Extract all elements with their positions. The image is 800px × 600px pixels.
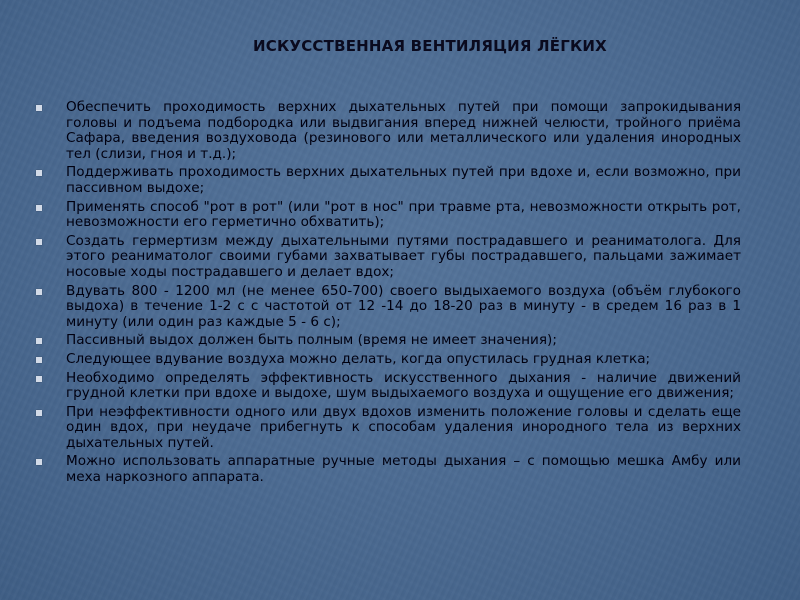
bullet-text: При неэффективности одного или двух вдохов изменить положение головы и сделать еще один вдох, при неудаче прибегнуть к способам удаления инородного тела из верхних дыхательных путей. [66, 403, 741, 451]
bullet-item [36, 100, 741, 162]
slide-title: ИСКУССТВЕННАЯ ВЕНТИЛЯЦИЯ ЛЁГКИХ [253, 37, 607, 55]
square-bullet-icon [36, 289, 42, 295]
square-bullet-icon [36, 357, 42, 363]
bullet-item [36, 284, 741, 331]
bullet-text: Следующее вдувание воздуха можно делать, когда опустилась грудная клетка; [66, 350, 651, 367]
bullet-item [36, 352, 741, 368]
bullet-text: Пассивный выдох должен быть полным (время не имеет значения); [66, 332, 557, 349]
square-bullet-icon [36, 338, 42, 344]
bullet-text: Можно использовать аппаратные ручные методы дыхания – с помощью мешка Амбу или меха наркозного аппарата. [66, 453, 741, 486]
square-bullet-icon [36, 239, 42, 245]
square-bullet-icon [36, 205, 42, 211]
square-bullet-icon [36, 105, 42, 111]
square-bullet-icon [36, 459, 42, 465]
bullet-item [36, 200, 741, 231]
square-bullet-icon [36, 170, 42, 176]
bullet-text: Поддерживать проходимость верхних дыхательных путей при вдохе и, если возможно, при пассивном выдохе; [66, 164, 741, 196]
square-bullet-icon [36, 410, 42, 416]
bullet-item [36, 454, 741, 485]
bullet-item [36, 371, 741, 402]
bullet-item [36, 234, 741, 281]
bullet-text: Обеспечить проходимость верхних дыхательных путей при помощи запрокидывания головы и подъема подбородка или выдвигания вперед нижней челюсти, тройного приёма Сафара, введения воздуховода (резинового или металлического или удаления инородных тел (слизи, гноя и т.д.); [66, 99, 741, 162]
square-bullet-icon [36, 376, 42, 382]
bullet-item [36, 333, 741, 349]
bullet-list [36, 100, 741, 489]
bullet-item [36, 165, 741, 196]
bullet-text: Применять способ "рот в рот" (или "рот в нос" при травме рта, невозможности открыть рот, невозможности его герметично обхватить); [66, 198, 741, 231]
bullet-text: Создать гермертизм между дыхательными путями пострадавшего и реаниматолога. Для этого реаниматолог своими губами захватывает губы пострадавшего, пальцами зажимает носовые ходы пострадавшего и делает вдох; [66, 232, 741, 280]
bullet-item [36, 405, 741, 452]
bullet-text: Необходимо определять эффективность искусственного дыхания - наличие движений грудной клетки при вдохе и выдохе, шум выдыхаемого воздуха и ощущение его движения; [66, 369, 741, 402]
bullet-text: Вдувать 800 - 1200 мл (не менее 650-700) своего выдыхаемого воздуха (объём глубокого выдоха) в течение 1-2 с с частотой от 12 -14 до 18-20 раз в минуту - в средем 16 раз в 1 минуту (или один раз каждые 5 - 6 с); [66, 282, 741, 330]
